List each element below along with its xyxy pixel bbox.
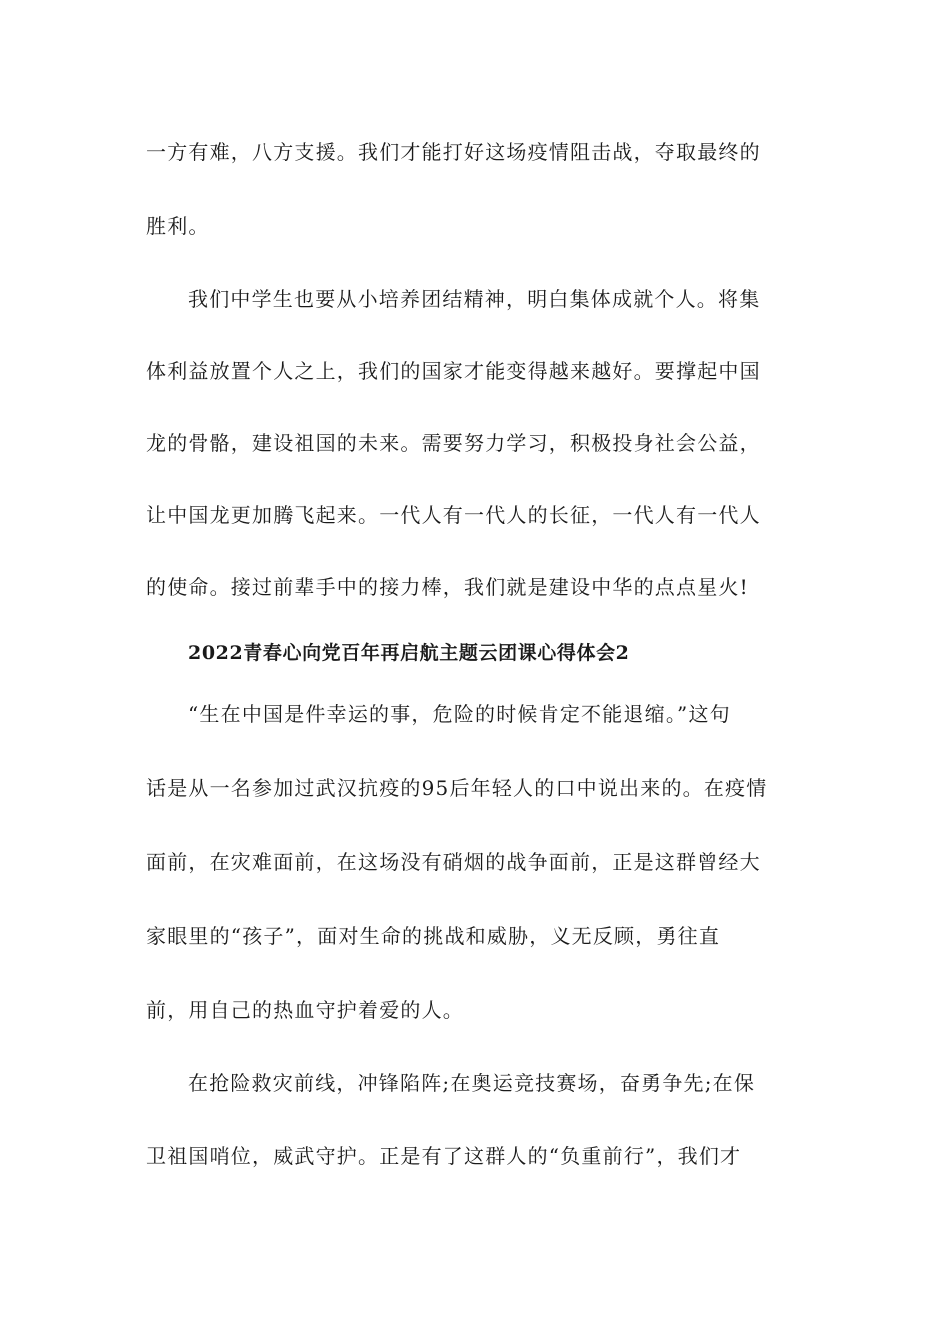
section-heading: 2022青春心向党百年再启航主题云团课心得体会2 [188,642,630,664]
paragraph-line: 家眼里的“孩子”，面对生命的挑战和威胁，义无反顾，勇往直 [146,924,721,948]
paragraph-line: 一方有难，八方支援。我们才能打好这场疫情阻击战，夺取最终的 [146,140,761,164]
paragraph-line: 的使命。接过前辈手中的接力棒，我们就是建设中华的点点星火! [146,575,749,599]
paragraph-line: 话是从一名参加过武汉抗疫的95后年轻人的口中说出来的。在疫情 [146,776,768,800]
paragraph-line: 龙的骨骼，建设祖国的未来。需要努力学习，积极投身社会公益， [146,431,761,455]
paragraph-line: 胜利。 [146,214,210,238]
paragraph-line: 体利益放置个人之上，我们的国家才能变得越来越好。要撑起中国 [146,359,761,383]
paragraph-line: “生在中国是件幸运的事，危险的时候肯定不能退缩。”这句 [188,702,731,726]
paragraph-line: 我们中学生也要从小培养团结精神，明白集体成就个人。将集 [188,287,761,311]
paragraph-line: 前，用自己的热血守护着爱的人。 [146,998,464,1022]
paragraph-line: 面前，在灾难面前，在这场没有硝烟的战争面前，正是这群曾经大 [146,850,761,874]
paragraph-line: 卫祖国哨位，威武守护。正是有了这群人的“负重前行”，我们才 [146,1144,742,1168]
paragraph-line: 在抢险救灾前线，冲锋陷阵;在奥运竞技赛场，奋勇争先;在保 [188,1071,756,1095]
paragraph-line: 让中国龙更加腾飞起来。一代人有一代人的长征，一代人有一代人 [146,503,761,527]
